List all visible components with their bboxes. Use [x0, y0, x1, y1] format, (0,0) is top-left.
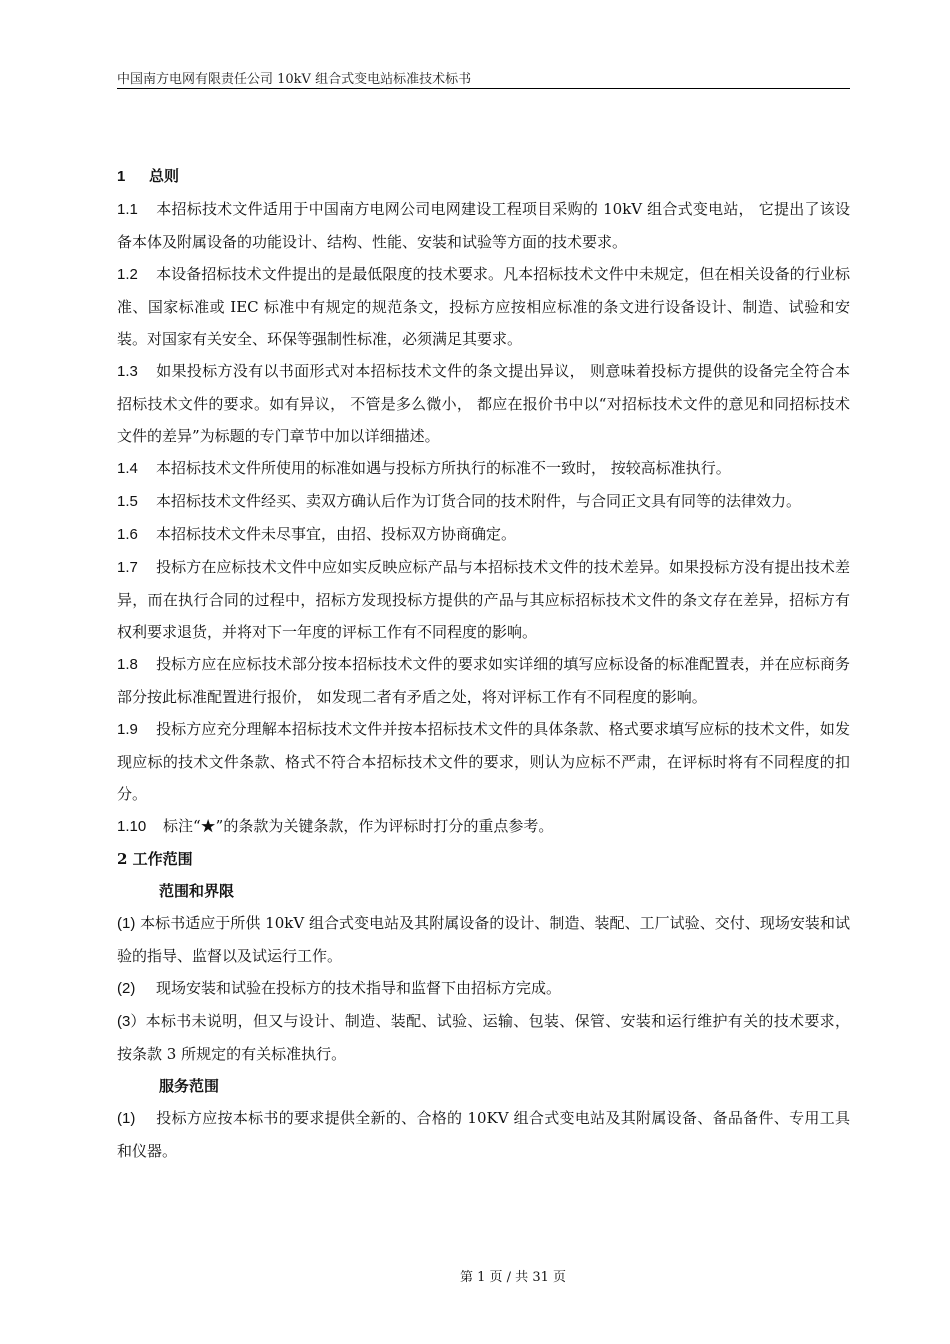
- page-number-footer: 第 1 页 / 共 31 页: [460, 1270, 566, 1285]
- page-content: [117, 160, 850, 1167]
- clause-number: 1.3: [117, 363, 138, 380]
- clause-text: 本招标技术文件经买、卖双方确认后作为订货合同的技术附件，与合同正文具有同等的法律效力。: [156, 492, 802, 510]
- section-title: 总则: [149, 167, 180, 185]
- clause-number: 1.8: [117, 656, 138, 673]
- clause-text: 投标方应充分理解本招标技术文件并按本招标技术文件的具体条款、格式要求填写应标的技术文件，如发现应标的技术文件条款、格式不符合本招标技术文件的要求，则认为应标不严肃，在评标时将有不同程度的扣分。: [117, 720, 850, 803]
- clause-number: 1.2: [117, 266, 138, 283]
- clause-1-1: [117, 193, 850, 258]
- section-number: 1: [117, 168, 126, 185]
- clause-1-6: [117, 518, 850, 551]
- header-rule: [117, 88, 850, 89]
- clause-1-10: [117, 810, 850, 843]
- clause-number: 1.10: [117, 818, 147, 835]
- scope-item-2: [117, 972, 850, 1005]
- clause-number: 1.6: [117, 526, 138, 543]
- clause-number: 1.1: [117, 201, 138, 218]
- clause-1-9: [117, 713, 850, 810]
- clause-text: 标注“★”的条款为关键条款，作为评标时打分的重点参考。: [163, 817, 554, 835]
- item-text: 本标书适应于所供 10kV 组合式变电站及其附属设备的设计、制造、装配、工厂试验、交付、现场安装和试验的指导、监督以及试运行工作。: [117, 914, 850, 965]
- clause-1-8: [117, 648, 850, 713]
- item-number: (1): [117, 915, 136, 932]
- clause-number: 1.9: [117, 721, 138, 738]
- item-number: (2): [117, 980, 136, 997]
- clause-number: 1.4: [117, 460, 138, 477]
- section-2-heading: 2 工作范围: [117, 850, 193, 868]
- clause-1-3: [117, 355, 850, 452]
- clause-text: 本招标技术文件未尽事宜，由招、投标双方协商确定。: [156, 525, 517, 543]
- clause-text: 投标方应在应标技术部分按本招标技术文件的要求如实详细的填写应标设备的标准配置表，并在应标商务部分按此标准配置进行报价， 如发现二者有矛盾之处，将对评标工作有不同程度的影响。: [117, 655, 850, 706]
- item-number: (1): [117, 1110, 136, 1127]
- service-item-1: [117, 1102, 850, 1167]
- clause-1-5: [117, 485, 850, 518]
- clause-1-4: [117, 452, 850, 485]
- clause-text: 本设备招标技术文件提出的是最低限度的技术要求。凡本招标技术文件中未规定，但在相关设备的行业标准、国家标准或 IEC 标准中有规定的规范条文，投标方应按相应标准的条文进行设备设计、制造、试验和安装。对国家有关安全、环保等强制性标准，必须满足其要求。: [117, 265, 850, 348]
- scope-subheading: 范围和界限: [159, 882, 235, 900]
- clause-1-7: [117, 551, 850, 648]
- item-text: 投标方应按本标书的要求提供全新的、合格的 10KV 组合式变电站及其附属设备、备品备件、专用工具和仪器。: [117, 1109, 850, 1160]
- scope-item-1: [117, 907, 850, 972]
- clause-number: 1.7: [117, 559, 138, 576]
- scope-item-3: [117, 1005, 850, 1070]
- clause-text: 如果投标方没有以书面形式对本招标技术文件的条文提出异议， 则意味着投标方提供的设备完全符合本招标技术文件的要求。如有异议， 不管是多么微小， 都应在报价书中以“对招标技术文件的意见和同招标技术文件的差异”为标题的专门章节中加以详细描述。: [117, 362, 850, 445]
- clause-number: 1.5: [117, 493, 138, 510]
- section-1-heading: [117, 160, 850, 193]
- clause-text: 本招标技术文件所使用的标准如遇与投标方所执行的标准不一致时， 按较高标准执行。: [156, 459, 731, 477]
- item-text: 本标书未说明，但又与设计、制造、装配、试验、运输、包装、保管、安装和运行维护有关的技术要求，按条款 3 所规定的有关标准执行。: [117, 1012, 850, 1063]
- clause-1-2: [117, 258, 850, 355]
- document-header: 中国南方电网有限责任公司 10kV 组合式变电站标准技术标书: [117, 72, 472, 87]
- item-text: 现场安装和试验在投标方的技术指导和监督下由招标方完成。: [156, 979, 562, 997]
- service-subheading: 服务范围: [159, 1077, 220, 1095]
- clause-text: 本招标技术文件适用于中国南方电网公司电网建设工程项目采购的 10kV 组合式变电站， 它提出了该设备本体及附属设备的功能设计、结构、性能、安装和试验等方面的技术要求。: [117, 200, 850, 251]
- clause-text: 投标方在应标技术文件中应如实反映应标产品与本招标技术文件的技术差异。如果投标方没有提出技术差异，而在执行合同的过程中，招标方发现投标方提供的产品与其应标招标技术文件的条文存在差异，招标方有权利要求退货，并将对下一年度的评标工作有不同程度的影响。: [117, 558, 850, 641]
- item-number: (3）: [117, 1013, 146, 1030]
